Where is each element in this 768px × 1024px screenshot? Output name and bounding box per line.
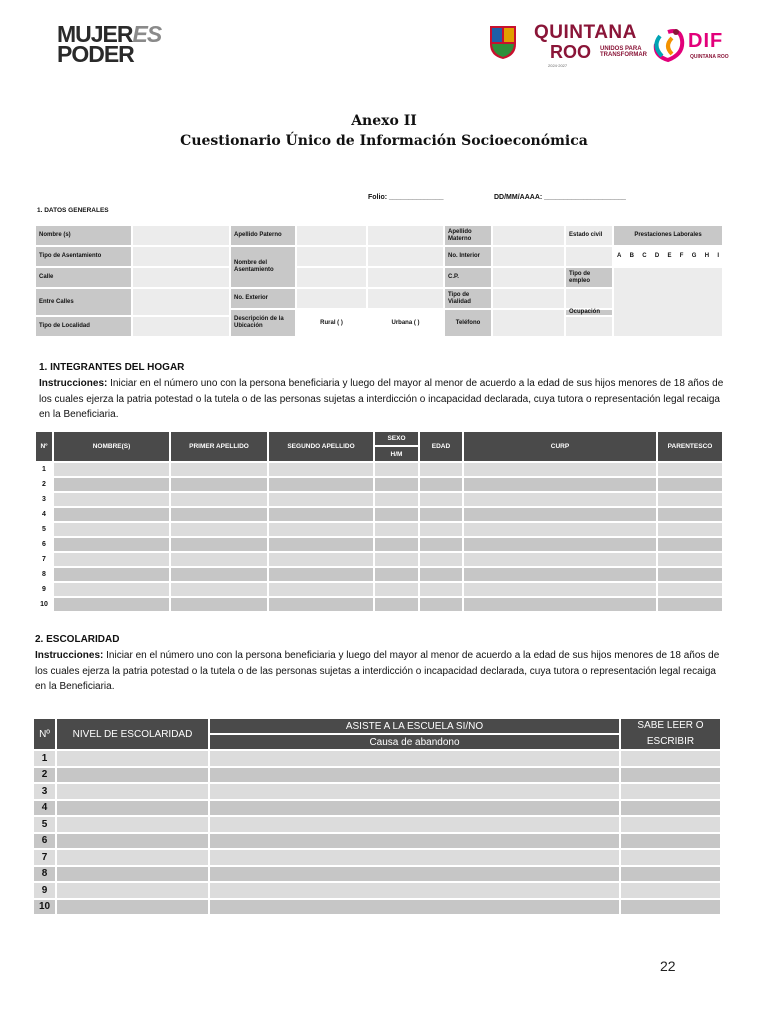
table-cell[interactable] [419,477,463,492]
row-number: 2 [35,477,53,492]
input-cp[interactable] [492,267,565,288]
letter-h[interactable]: H [704,253,710,259]
table-cell[interactable] [374,462,419,477]
hogar-table [35,431,723,613]
table-cell[interactable] [419,522,463,537]
label-no-exterior: No. Exterior [230,288,296,309]
label-no-interior: No. Interior [444,246,492,267]
table-cell[interactable] [56,882,209,899]
input-nombre-asentamiento[interactable] [296,246,367,267]
dif-emblem-icon [650,26,686,66]
letter-f[interactable]: F [679,253,684,259]
table-cell[interactable] [374,567,419,582]
table-cell[interactable] [170,507,268,522]
table-cell[interactable] [56,899,209,916]
letter-b[interactable]: B [629,253,634,259]
table-cell[interactable] [209,833,620,850]
escolaridad-instr-text: Iniciar en el número uno con la persona beneficiaria y luego del mayor al menor de acuerdo a la edad de sus hijos menores de 18 años de los cuales ejerza la patria potestad o la tutela o de las personas sujetas a interdicción o incapacidad declarada, cuya tutora o representación legal recaiga en la Beneficiaria. [35,650,720,692]
label-estado-civil: Estado civil [565,225,613,246]
letter-d[interactable]: D [654,253,660,259]
input-tipo-empleo[interactable] [565,288,613,309]
label-nombre-asentamiento: Nombre del Asentamiento [230,246,296,288]
table-cell[interactable] [620,866,721,883]
input-apellido-materno[interactable] [492,225,565,246]
table-cell[interactable] [463,507,657,522]
table-cell[interactable] [170,537,268,552]
table-cell[interactable] [419,552,463,567]
row-number: 1 [35,462,53,477]
input-no-interior[interactable] [492,246,565,267]
hogar-instr-text: Iniciar en el número uno con la persona beneficiaria y luego del mayor al menor de acuerdo a la edad de sus hijos menores de 18 años de los cuales ejerza la patria potestad o la tutela o de las personas sujetas a interdicción o incapacidad declarada, cuya tutora o representación legal recaiga en la Beneficiaria. [39,378,724,420]
th-sexo: SEXO [374,431,419,446]
table-cell[interactable] [463,567,657,582]
row-number: 5 [35,522,53,537]
label-prestaciones: Prestaciones Laborales [613,225,723,246]
table-cell[interactable] [209,783,620,800]
table-cell[interactable] [209,882,620,899]
table-cell[interactable] [620,767,721,784]
table-cell[interactable] [463,552,657,567]
th2-no: Nº [33,718,56,750]
input-calle[interactable] [132,267,230,288]
hogar-instructions [39,376,729,423]
input-apellido-paterno-2[interactable] [367,225,444,246]
label-entre-calles: Entre Calles [35,288,132,316]
table-cell[interactable] [56,816,209,833]
document-title: Anexo II [351,113,417,129]
table-cell[interactable] [463,492,657,507]
letter-a[interactable]: A [617,253,622,259]
option-rural[interactable]: Rural ( ) [296,309,367,337]
th2-causa: Causa de abandono [209,734,620,750]
table-cell[interactable] [374,477,419,492]
table-cell[interactable] [56,750,209,767]
table-cell[interactable] [53,582,170,597]
table-cell[interactable] [53,552,170,567]
label-apellido-materno: Apellido Materno [444,225,492,246]
letter-g[interactable]: G [691,253,697,259]
table-cell[interactable] [53,462,170,477]
input-tipo-localidad[interactable] [132,316,230,337]
table-cell[interactable] [374,492,419,507]
row-number: 3 [33,783,56,800]
table-cell[interactable] [657,537,723,552]
table-cell[interactable] [56,800,209,817]
table-cell[interactable] [463,462,657,477]
table-cell[interactable] [170,462,268,477]
table-cell[interactable] [56,849,209,866]
table-cell[interactable] [463,522,657,537]
table-cell[interactable] [268,567,374,582]
th2-asiste: ASISTE A LA ESCUELA SI/NO [209,718,620,734]
input-no-exterior-2[interactable] [367,288,444,309]
table-cell[interactable] [209,767,620,784]
input-telefono[interactable] [492,309,565,337]
input-estado-civil[interactable] [565,246,613,267]
table-cell[interactable] [268,477,374,492]
table-cell[interactable] [657,552,723,567]
table-cell[interactable] [56,783,209,800]
table-cell[interactable] [209,899,620,916]
table-cell[interactable] [374,537,419,552]
row-number: 8 [35,567,53,582]
table-cell[interactable] [53,597,170,612]
table-cell[interactable] [657,462,723,477]
table-cell[interactable] [620,816,721,833]
hogar-instr-label: Instrucciones: [39,378,108,389]
table-cell[interactable] [657,567,723,582]
table-cell[interactable] [53,477,170,492]
row-number: 5 [33,816,56,833]
row-number: 4 [33,800,56,817]
table-cell[interactable] [56,767,209,784]
escolaridad-table [33,718,721,916]
table-cell[interactable] [268,507,374,522]
table-cell[interactable] [419,462,463,477]
th-edad: EDAD [419,431,463,462]
table-cell[interactable] [419,537,463,552]
table-cell[interactable] [56,833,209,850]
input-apellido-paterno[interactable] [296,225,367,246]
th2-sabe: SABE LEER O ESCRIBIR [620,718,721,750]
label-calle: Calle [35,267,132,288]
table-cell[interactable] [657,492,723,507]
table-cell[interactable] [268,597,374,612]
government-logos [488,22,748,72]
escolaridad-title: 2. ESCOLARIDAD [35,634,120,645]
table-cell[interactable] [657,597,723,612]
table-cell[interactable] [374,582,419,597]
label-tipo-asentamiento: Tipo de Asentamiento [35,246,132,267]
input-nombre-asentamiento-4[interactable] [367,267,444,288]
th-curp: CURP [463,431,657,462]
input-no-exterior[interactable] [296,288,367,309]
table-cell[interactable] [419,567,463,582]
th-parentesco: PARENTESCO [657,431,723,462]
table-cell[interactable] [620,800,721,817]
table-cell[interactable] [657,507,723,522]
table-cell[interactable] [170,477,268,492]
table-cell[interactable] [620,849,721,866]
input-prestaciones[interactable] [613,267,723,337]
letter-c[interactable]: C [642,253,647,259]
input-ocupacion[interactable] [565,316,613,337]
row-number: 9 [35,582,53,597]
input-nombre-asentamiento-3[interactable] [296,267,367,288]
table-cell[interactable] [657,582,723,597]
mujeres-es-poder-logo: MUJERES PODER [57,21,162,67]
table-cell[interactable] [170,552,268,567]
th-primer-apellido: PRIMER APELLIDO [170,431,268,462]
escolaridad-instructions [35,648,725,695]
table-cell[interactable] [463,597,657,612]
table-cell[interactable] [170,582,268,597]
prestaciones-letters [613,246,723,267]
table-cell[interactable] [268,582,374,597]
table-cell[interactable] [657,477,723,492]
date-field[interactable]: DD/MM/AAAA: _____________________ [494,194,626,201]
datos-generales-title: 1. DATOS GENERALES [37,207,109,214]
table-cell[interactable] [463,582,657,597]
table-cell[interactable] [620,750,721,767]
input-nombre[interactable] [132,225,230,246]
table-cell[interactable] [209,800,620,817]
th-segundo-apellido: SEGUNDO APELLIDO [268,431,374,462]
table-cell[interactable] [53,567,170,582]
label-tipo-empleo: Tipo de empleo [565,267,613,288]
table-cell[interactable] [419,507,463,522]
th2-nivel: NIVEL DE ESCOLARIDAD [56,718,209,750]
table-cell[interactable] [657,522,723,537]
table-cell[interactable] [463,477,657,492]
th-nombre: NOMBRE(S) [53,431,170,462]
row-number: 6 [35,537,53,552]
table-cell[interactable] [620,783,721,800]
label-nombre: Nombre (s) [35,225,132,246]
row-number: 4 [35,507,53,522]
label-ocupacion: Ocupación [565,309,613,316]
table-cell[interactable] [620,882,721,899]
table-cell[interactable] [53,537,170,552]
option-urbana[interactable]: Urbana ( ) [367,309,444,337]
row-number: 8 [33,866,56,883]
letter-e[interactable]: E [667,253,672,259]
datos-generales-grid [35,225,723,337]
table-cell[interactable] [53,492,170,507]
table-cell[interactable] [268,462,374,477]
table-cell[interactable] [620,899,721,916]
row-number: 10 [33,899,56,916]
dif-logo: DIF QUINTANA ROO [650,22,745,70]
table-cell[interactable] [209,849,620,866]
table-cell[interactable] [170,567,268,582]
table-cell[interactable] [170,597,268,612]
quintana-roo-logo: QUINTANA ROO UNIDOS PARA TRANSFORMAR 2024·2027 [534,22,647,68]
row-number: 1 [33,750,56,767]
table-cell[interactable] [268,522,374,537]
label-telefono: Teléfono [444,309,492,337]
table-cell[interactable] [419,582,463,597]
table-cell[interactable] [268,492,374,507]
row-number: 7 [33,849,56,866]
table-cell[interactable] [53,522,170,537]
table-cell[interactable] [209,816,620,833]
table-cell[interactable] [170,522,268,537]
table-cell[interactable] [170,492,268,507]
folio-field[interactable]: Folio: ______________ [368,194,444,201]
row-number: 6 [33,833,56,850]
table-cell[interactable] [419,597,463,612]
table-cell[interactable] [209,750,620,767]
label-descripcion-ubicacion: Descripción de la Ubicación [230,309,296,337]
letter-i[interactable]: I [717,253,719,259]
table-cell[interactable] [374,552,419,567]
document-subtitle: Cuestionario Único de Información Socioeconómica [180,133,588,149]
input-entre-calles[interactable] [132,288,230,316]
table-cell[interactable] [620,833,721,850]
table-cell[interactable] [419,492,463,507]
table-cell[interactable] [268,537,374,552]
table-cell[interactable] [463,537,657,552]
th-hm: H/M [374,446,419,462]
row-number: 10 [35,597,53,612]
escolaridad-instr-label: Instrucciones: [35,650,104,661]
table-cell[interactable] [56,866,209,883]
coat-of-arms-icon [488,24,518,60]
row-number: 7 [35,552,53,567]
table-cell[interactable] [374,507,419,522]
label-cp: C.P. [444,267,492,288]
input-tipo-vialidad[interactable] [492,288,565,309]
th-no: Nº [35,431,53,462]
label-apellido-paterno: Apellido Paterno [230,225,296,246]
input-tipo-asentamiento[interactable] [132,246,230,267]
table-cell[interactable] [53,507,170,522]
label-tipo-vialidad: Tipo de Vialidad [444,288,492,309]
hogar-title: 1. INTEGRANTES DEL HOGAR [39,362,185,373]
table-cell[interactable] [209,866,620,883]
row-number: 9 [33,882,56,899]
table-cell[interactable] [374,597,419,612]
page-number: 22 [660,958,676,974]
label-tipo-localidad: Tipo de Localidad [35,316,132,337]
input-nombre-asentamiento-2[interactable] [367,246,444,267]
row-number: 2 [33,767,56,784]
table-cell[interactable] [268,552,374,567]
row-number: 3 [35,492,53,507]
table-cell[interactable] [374,522,419,537]
